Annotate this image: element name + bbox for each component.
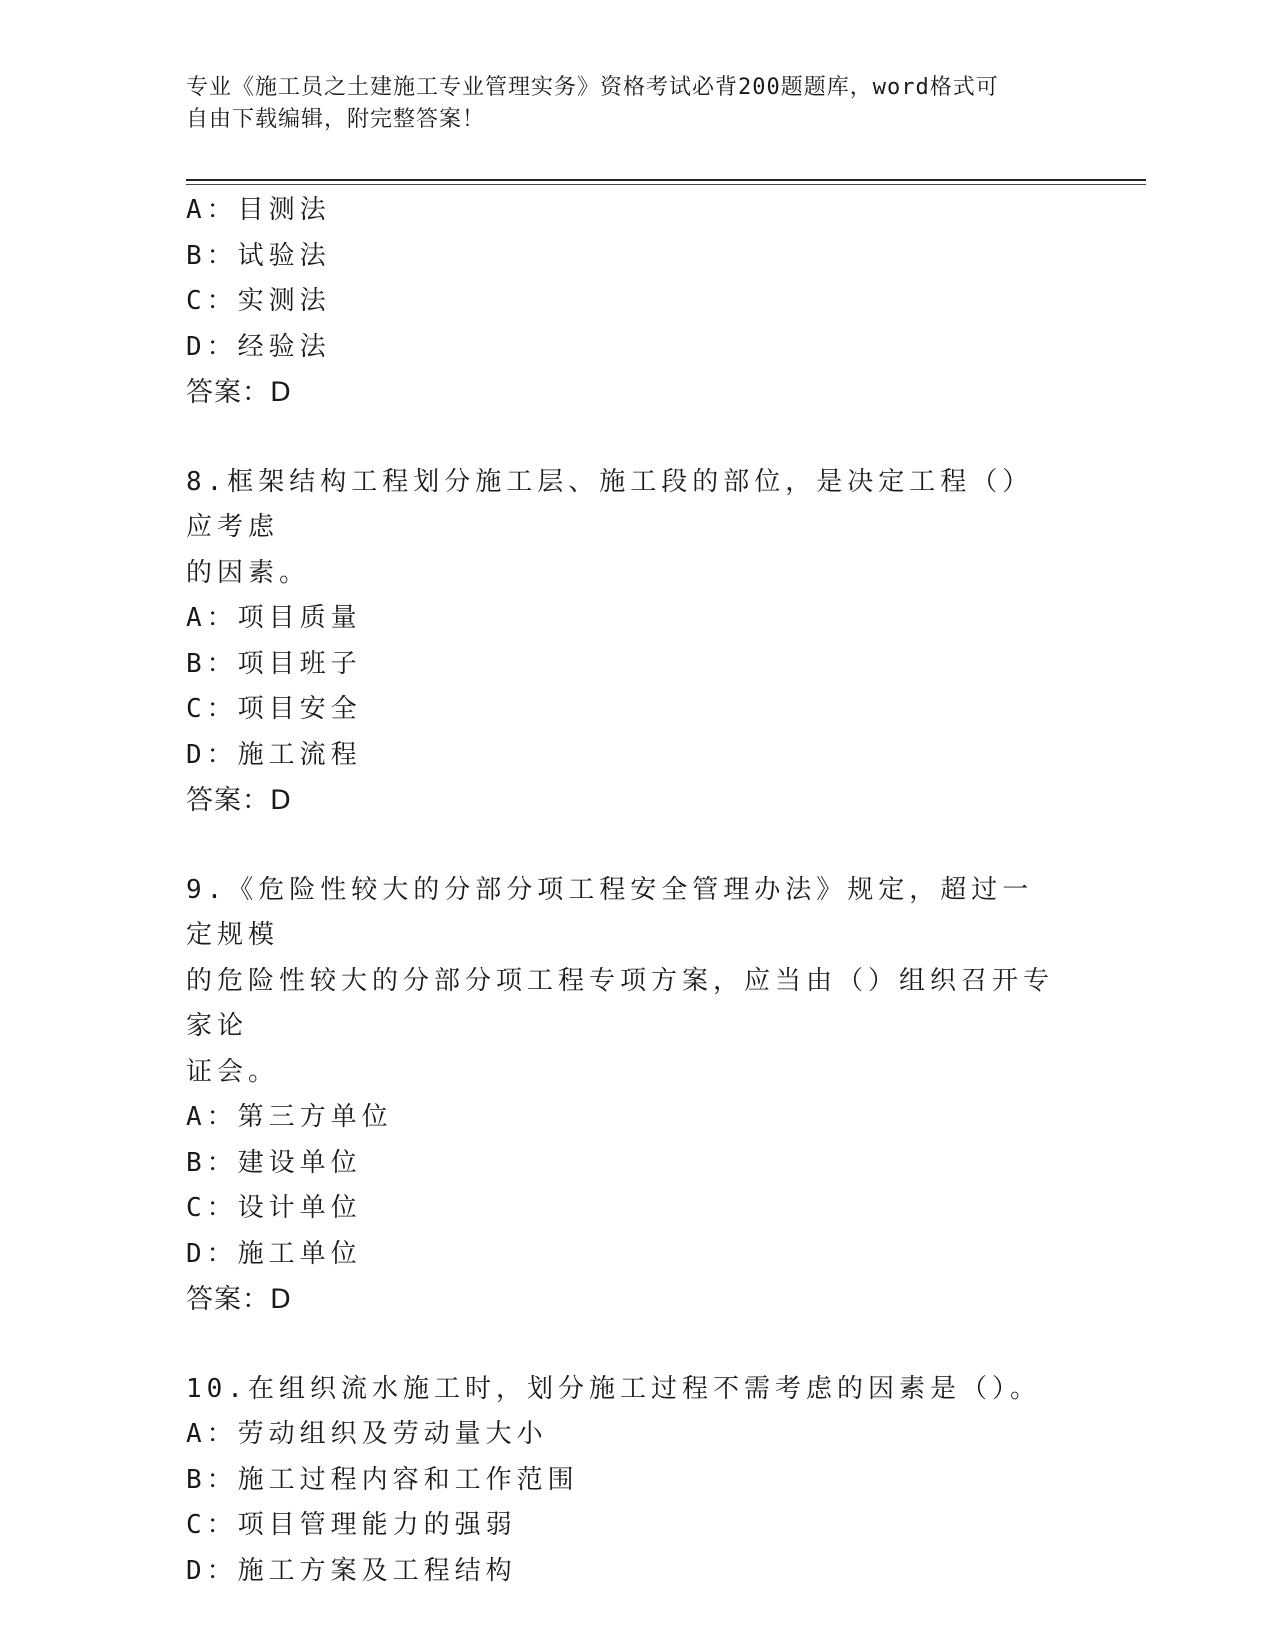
option-d: D：施工方案及工程结构 [186,1555,517,1586]
question-9 [186,868,1086,1323]
question-stem-line: 的因素。 [186,557,311,588]
option-d: D：经验法 [186,331,331,362]
question-8 [186,460,1086,824]
option-b: B：建设单位 [186,1147,362,1178]
header-line-1: 专业《施工员之土建施工专业管理实务》资格考试必背200题题库，word格式可 [186,75,999,100]
option-c: C：实测法 [186,286,331,316]
answer-line: 答案：D [186,785,292,816]
spacer [186,416,1086,460]
option-c: C：设计单位 [186,1193,362,1223]
option-c: C：项目管理能力的强弱 [186,1510,517,1540]
header-divider-thin [186,184,1146,185]
option-a: A：劳动组织及劳动量大小 [186,1419,548,1449]
option-c: C：项目安全 [186,694,362,724]
question-7-partial [186,188,1086,416]
spacer [186,1323,1086,1367]
option-d: D：施工单位 [186,1238,362,1269]
question-stem-line: 9.《危险性较大的分部分项工程安全管理办法》规定，超过一定规模 [186,874,1034,950]
header-line-2: 自由下载编辑，附完整答案！ [186,107,486,132]
option-a: A：项目质量 [186,603,362,633]
question-10 [186,1367,1086,1595]
document-header [186,72,1066,136]
option-d: D：施工流程 [186,739,362,770]
answer-line: 答案：D [186,377,292,408]
option-b: B：项目班子 [186,648,362,679]
question-stem-line: 的危险性较大的分部分项工程专项方案，应当由（）组织召开专家论 [186,965,1055,1041]
question-stem-line: 10.在组织流水施工时，划分施工过程不需考虑的因素是（）。 [186,1373,1041,1404]
header-divider-thick [186,179,1146,181]
answer-line: 答案：D [186,1284,292,1315]
option-b: B：试验法 [186,240,331,271]
option-a: A：第三方单位 [186,1102,393,1132]
spacer [186,824,1086,868]
option-a: A：目测法 [186,195,331,225]
question-stem-line: 证会。 [186,1056,280,1087]
question-list [186,188,1086,1594]
question-stem-line: 8.框架结构工程划分施工层、施工段的部位，是决定工程（）应考虑 [186,466,1034,542]
option-b: B：施工过程内容和工作范围 [186,1464,579,1495]
